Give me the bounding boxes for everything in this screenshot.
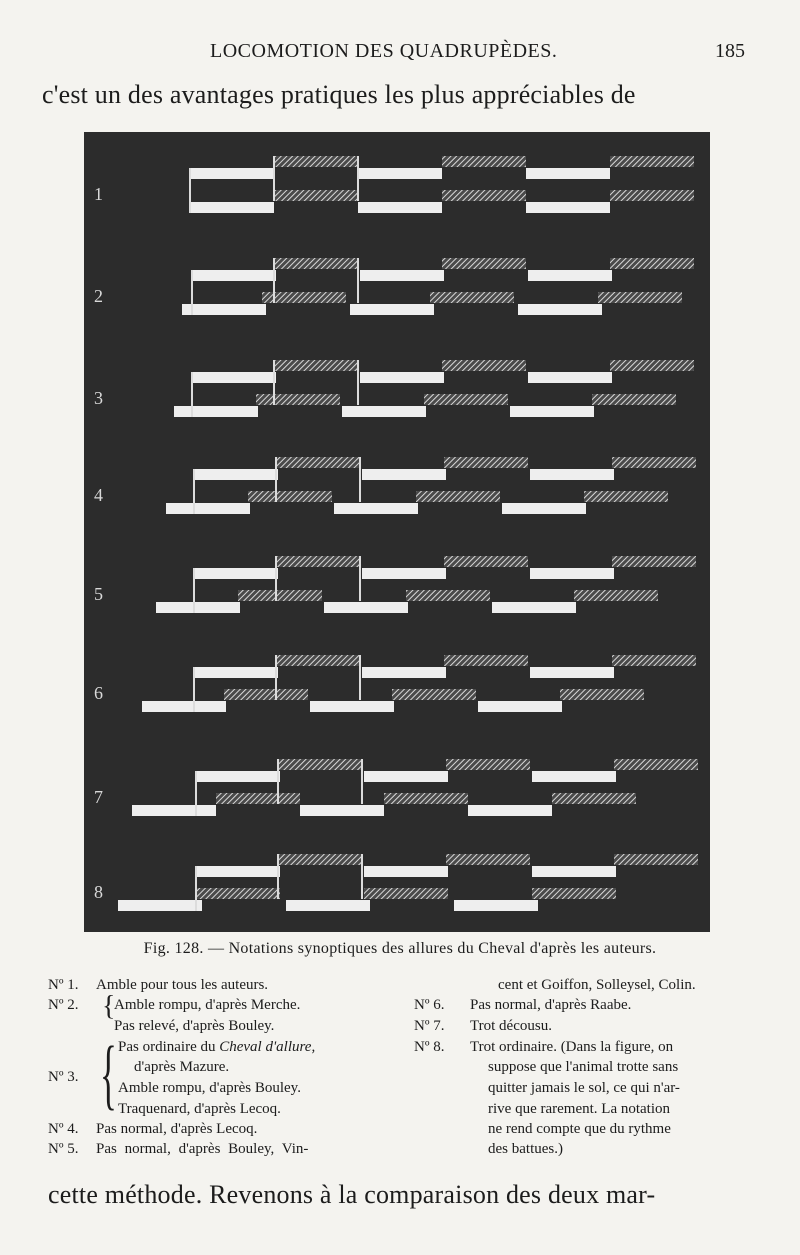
legend-n8-d: rive que rarement. La notation [488,1101,671,1117]
bar-white-lower [334,503,418,514]
bar-white-lower [166,503,250,514]
bar-hatched-upper [610,258,694,269]
bar-white-upper [192,270,276,281]
bar-white-upper [364,866,448,877]
legend-n7-label: Nº 7. [414,1018,445,1034]
legend-n8-e: ne rend compte que du rythme [488,1121,671,1137]
legend-n8-label: Nº 8. [414,1039,445,1055]
bar-white-upper [358,168,442,179]
bar-white-lower [454,900,538,911]
bar-white-upper [526,168,610,179]
legend-n3-label: Nº 3. [48,1069,79,1085]
figure-caption: Fig. 128. — Notations synoptiques des allures du Cheval d'après les auteurs. [143,940,657,957]
legend-n8-text: Trot ordinaire. (Dans la figure, on [470,1039,674,1055]
legend-n3-b: Amble rompu, d'après Bouley. [118,1080,301,1096]
bar-hatched-upper [278,759,362,770]
bar-hatched-lower [238,590,322,601]
bar-white-lower [478,701,562,712]
bar-white-lower [358,202,442,213]
bar-hatched-upper [442,360,526,371]
legend-n8-c: quitter jamais le sol, ce qui n'ar- [488,1080,680,1096]
bar-hatched-lower [598,292,682,303]
bar-white-upper [530,568,614,579]
bar-white-upper [194,568,278,579]
row-number-2: 2 [94,286,103,306]
bar-white-upper [532,866,616,877]
bar-hatched-lower [256,394,340,405]
bar-white-lower [350,304,434,315]
legend-n7-text: Trot décousu. [470,1018,552,1034]
legend-n8-b: suppose que l'animal trotte sans [488,1059,679,1075]
bar-white-upper [194,667,278,678]
legend-n6-text: Pas normal, d'après Raabe. [470,997,632,1013]
legend-n5-label: Nº 5. [48,1141,79,1157]
row-number-5: 5 [94,584,103,604]
bar-hatched-lower [364,888,448,899]
bar-hatched-lower [610,190,694,201]
bar-white-lower [310,701,394,712]
bar-hatched-lower [274,190,358,201]
bar-white-lower [526,202,610,213]
legend-n1-label: Nº 1. [48,977,79,993]
legend-n5-text: Pas normal, d'après Bouley, Vin- [96,1141,309,1157]
bar-white-lower [342,406,426,417]
bar-white-upper [196,866,280,877]
bar-white-lower [190,202,274,213]
figure-legend [48,975,758,1160]
bar-white-upper [530,667,614,678]
bar-white-lower [510,406,594,417]
bar-white-lower [174,406,258,417]
legend-n3-a2: d'après Mazure. [134,1059,230,1075]
bar-white-upper [190,168,274,179]
row-number-7: 7 [94,787,103,807]
bar-hatched-upper [442,258,526,269]
bar-white-lower [286,900,370,911]
bar-hatched-upper [276,655,360,666]
gait-notation-svg [84,132,710,932]
bar-hatched-upper [446,854,530,865]
bar-white-upper [362,568,446,579]
bar-hatched-upper [612,655,696,666]
bar-white-lower [468,805,552,816]
row-number-4: 4 [94,485,103,505]
bar-hatched-lower [592,394,676,405]
bar-white-upper [528,270,612,281]
bar-white-upper [362,469,446,480]
bar-hatched-lower [406,590,490,601]
bar-hatched-lower [384,793,468,804]
bar-white-upper [364,771,448,782]
bar-white-upper [530,469,614,480]
bar-hatched-lower [224,689,308,700]
bar-white-lower [132,805,216,816]
bar-white-upper [528,372,612,383]
bar-hatched-upper [274,258,358,269]
bar-white-upper [360,372,444,383]
bar-hatched-upper [444,655,528,666]
bar-hatched-lower [196,888,280,899]
legend-n4-label: Nº 4. [48,1121,79,1137]
bar-hatched-lower [574,590,658,601]
bar-hatched-lower [560,689,644,700]
bar-white-lower [324,602,408,613]
body-text-bottom: cette méthode. Revenons à la comparaison des deux mar- [48,1180,656,1209]
legend-n8-f: des battues.) [488,1141,563,1157]
bar-white-lower [518,304,602,315]
running-title: LOCOMOTION DES QUADRUPÈDES. [210,40,558,62]
bar-hatched-upper [614,854,698,865]
legend-n1-text: Amble pour tous les auteurs. [96,977,269,993]
bar-white-upper [360,270,444,281]
bar-white-lower [300,805,384,816]
bar-white-upper [532,771,616,782]
bar-hatched-upper [444,556,528,567]
bar-white-lower [156,602,240,613]
bar-hatched-upper [446,759,530,770]
bar-hatched-upper [442,156,526,167]
bar-white-lower [502,503,586,514]
bar-white-upper [192,372,276,383]
legend-n4-text: Pas normal, d'après Lecoq. [96,1121,258,1137]
bar-hatched-lower [216,793,300,804]
bar-hatched-lower [392,689,476,700]
legend-n3-brace: { [100,1030,117,1117]
bar-white-lower [182,304,266,315]
bar-hatched-upper [444,457,528,468]
bar-hatched-upper [614,759,698,770]
bar-hatched-upper [610,156,694,167]
bar-hatched-upper [274,156,358,167]
bar-hatched-upper [278,854,362,865]
bar-hatched-upper [276,457,360,468]
bar-hatched-lower [424,394,508,405]
running-head [0,40,800,70]
bar-hatched-lower [552,793,636,804]
bar-hatched-upper [612,556,696,567]
legend-n2-label: Nº 2. [48,997,79,1013]
gait-notation-figure [84,132,710,932]
legend-n3-a-italic: Cheval d'allure, [219,1039,316,1055]
bar-white-upper [362,667,446,678]
bar-white-lower [142,701,226,712]
legend-n3-c: Traquenard, d'après Lecoq. [118,1101,281,1117]
row-number-3: 3 [94,388,103,408]
legend-n2-b: Pas relevé, d'après Bouley. [114,1018,275,1034]
legend-n6-label: Nº 6. [414,997,445,1013]
bar-hatched-lower [416,491,500,502]
bar-white-upper [194,469,278,480]
row-number-8: 8 [94,882,103,902]
bar-white-upper [196,771,280,782]
bar-hatched-lower [532,888,616,899]
body-text-top: c'est un des avantages pratiques les plus appréciables de [42,80,636,109]
legend-n3-a [118,1037,315,1058]
row-number-6: 6 [94,683,103,703]
legend-n5-cont: cent et Goiffon, Solleysel, Colin. [498,977,696,993]
bar-hatched-lower [248,491,332,502]
bar-hatched-upper [274,360,358,371]
bar-hatched-lower [442,190,526,201]
bar-white-lower [118,900,202,911]
legend-n3-a-roman: Pas ordinaire du [118,1039,220,1055]
bar-hatched-lower [584,491,668,502]
row-number-1: 1 [94,184,103,204]
bar-white-lower [492,602,576,613]
page-number: 185 [715,40,745,62]
bar-hatched-upper [276,556,360,567]
legend-n2-brace: { [102,991,116,1022]
bar-hatched-lower [430,292,514,303]
bar-hatched-upper [610,360,694,371]
bar-hatched-upper [612,457,696,468]
legend-n2-a: Amble rompu, d'après Merche. [114,997,301,1013]
